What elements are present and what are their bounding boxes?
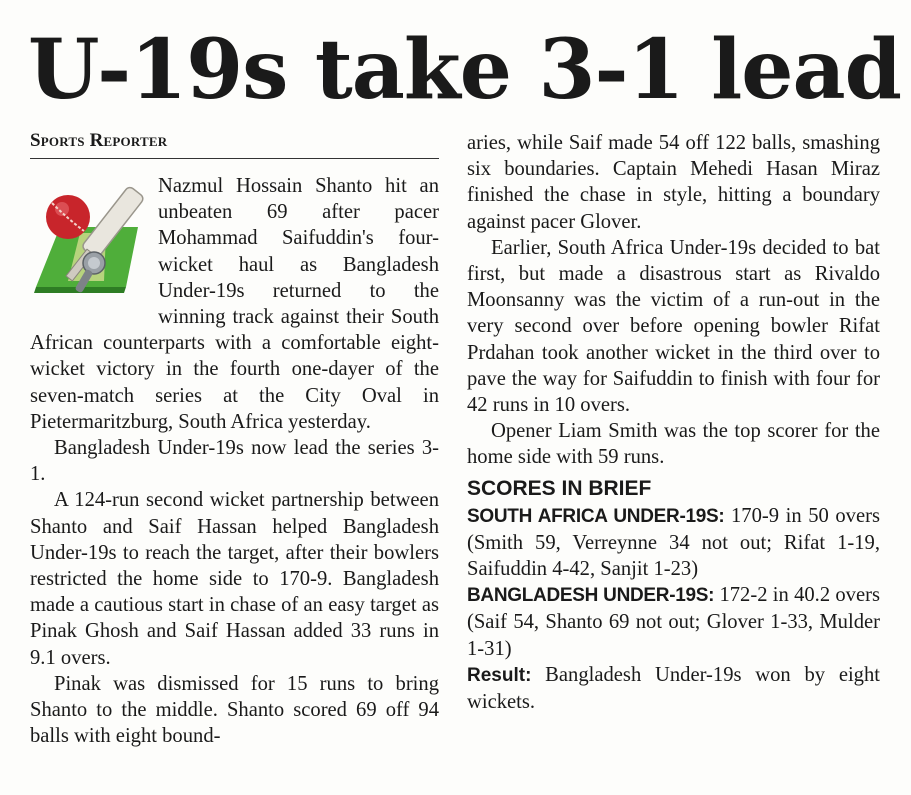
- paragraph: A 124-run second wicket partnership between Shanto and Saif Hassan helped Bangladesh Under-19s to reach the target, after their bowlers restricted the home side to 170-9. Bangladesh made a cautious start in chase of an easy target as Pinak Ghosh and Saif Hassan added 33 runs in 9.1 overs.: [30, 489, 439, 669]
- score-line-bangladesh: [467, 582, 880, 662]
- byline: Sports Reporter: [30, 128, 439, 159]
- paragraph: Opener Liam Smith was the top scorer for the home side with 59 runs.: [467, 420, 880, 469]
- paragraph: Earlier, South Africa Under-19s decided to bat first, but made a disastrous start as Rivaldo Moonsanny was the victim of a run-out in the very second over before opening bowler Rifat Prdahan took another wicket in the third over to pave the way for Saifuddin to finish with four for 42 runs in 10 overs.: [467, 236, 880, 417]
- score-line-south-africa: [467, 503, 880, 583]
- scores-heading: SCORES IN BRIEF: [467, 476, 652, 500]
- cricket-ball-bat-icon: [30, 169, 150, 309]
- team-label: BANGLADESH UNDER-19S:: [467, 585, 715, 607]
- paragraph: Bangladesh Under-19s now lead the series 3-1.: [30, 437, 439, 486]
- paragraph: Nazmul Hossain Shanto hit an unbeaten 69 after pacer Mohammad Saifuddin's four-wicket haul as Bangladesh Under-19s returned to the winning track against their South African counterparts with a comfortable eight-wicket victory in the fourth one-dayer of the seven-match series at the City Oval in Pietermaritzburg, South Africa yesterday.: [30, 175, 439, 433]
- result-label: Result:: [467, 664, 532, 686]
- score-detail: 170-9 in 50 overs (Smith 59, Verreynne 34 not out; Rifat 1-19, Saifuddin 4-42, Sanjit 1-23): [467, 504, 880, 581]
- paragraph: Pinak was dismissed for 15 runs to bring Shanto to the middle. Shanto scored 69 off 94 balls with eight bound-: [30, 672, 439, 748]
- result-detail: Bangladesh Under-19s won by eight wickets.: [467, 663, 880, 714]
- paragraph: aries, while Saif made 54 off 122 balls, smashing six boundaries. Captain Mehedi Hasan Miraz finished the chase in style, hitting a boundary against pacer Glover.: [467, 132, 880, 233]
- headline: U-19s take 3-1 lead: [28, 22, 901, 118]
- score-detail: 172-2 in 40.2 overs (Saif 54, Shanto 69 not out; Glover 1-33, Mulder 1-31): [467, 584, 880, 660]
- team-label: SOUTH AFRICA UNDER-19S:: [467, 505, 725, 527]
- article-column-left: [30, 128, 439, 749]
- score-result: [467, 662, 880, 715]
- article-column-right: [467, 130, 880, 715]
